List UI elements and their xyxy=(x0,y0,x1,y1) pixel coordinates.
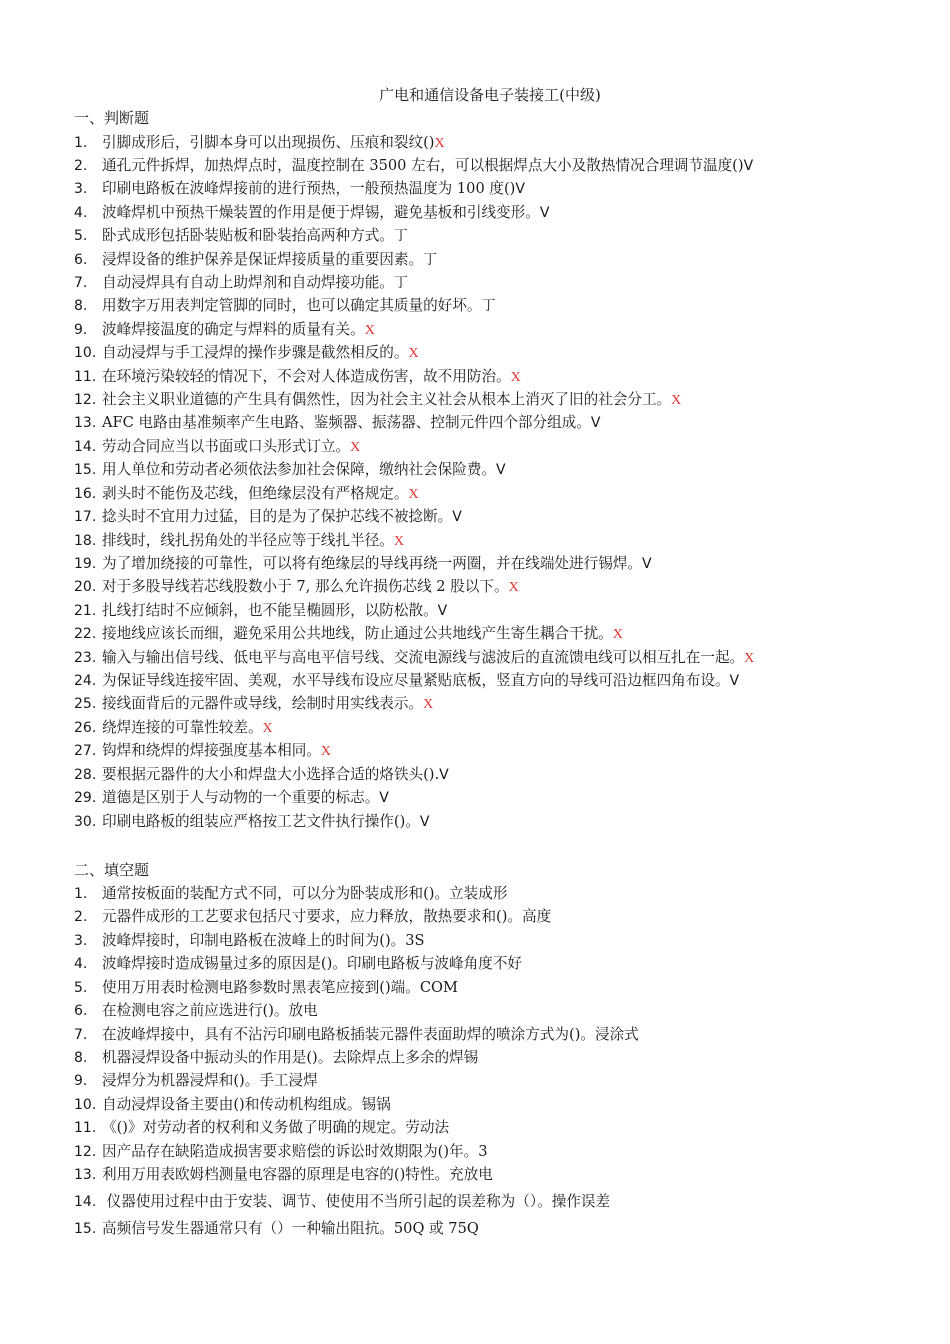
fill-blank-item xyxy=(74,978,458,998)
item-text: 机器浸焊设备中振动头的作用是()。去除焊点上多余的焊锡 xyxy=(102,1049,479,1066)
fill-blank-item xyxy=(74,1025,639,1045)
item-number: 10. xyxy=(74,345,97,361)
question-item xyxy=(74,765,449,785)
item-number: 3. xyxy=(74,181,88,197)
item-number: 10. xyxy=(74,1097,97,1113)
answer-true-mark: V xyxy=(590,415,601,431)
item-text: 波峰焊接时造成锡量过多的原因是()。印刷电路板与波峰角度不好 xyxy=(102,955,523,972)
fill-blank-item xyxy=(74,954,522,974)
item-text: 自动浸焊设备主要由()和传动机构组成。锡锅 xyxy=(102,1096,391,1113)
item-number: 9. xyxy=(74,1073,88,1089)
answer-false-mark: X xyxy=(434,136,445,151)
answer-true-mark: 丁 xyxy=(393,275,408,291)
item-number: 28. xyxy=(74,767,97,783)
question-item xyxy=(74,718,273,739)
question-item xyxy=(74,484,419,505)
question-item xyxy=(74,694,433,715)
item-number: 8. xyxy=(74,298,88,314)
answer-false-mark: X xyxy=(510,370,521,385)
item-text: 浸焊分为机器浸焊和()。手工浸焊 xyxy=(102,1072,318,1089)
fill-blank-item xyxy=(74,907,551,927)
question-item xyxy=(74,577,519,598)
answer-false-mark: X xyxy=(320,744,332,759)
item-number: 4. xyxy=(74,956,88,972)
answer-true-mark: V xyxy=(729,673,740,689)
item-number: 17. xyxy=(74,509,97,525)
item-number: 20. xyxy=(74,579,97,595)
answer-false-mark: X xyxy=(408,346,419,361)
item-text: 捻头时不宜用力过猛，目的是为了保护芯线不被捻断。 xyxy=(102,508,453,525)
fill-blank-item xyxy=(74,1071,318,1091)
answer-true-mark: V xyxy=(437,603,448,619)
item-text: 自动浸焊与手工浸焊的操作步骤是截然相反的。 xyxy=(102,344,409,361)
fill-blank-item xyxy=(74,1118,449,1138)
item-text: 在环境污染较轻的情况下，不会对人体造成伤害，故不用防治。 xyxy=(102,368,511,385)
item-number: 14. xyxy=(74,1194,97,1210)
question-item xyxy=(74,741,331,762)
item-number: 2. xyxy=(74,158,88,174)
question-item xyxy=(74,156,753,176)
item-number: 3. xyxy=(74,933,88,949)
question-item xyxy=(74,367,521,388)
item-number: 7. xyxy=(74,1027,88,1043)
answer-false-mark: X xyxy=(262,721,273,736)
item-number: 21. xyxy=(74,603,97,619)
question-item xyxy=(74,133,445,154)
section-heading-fill-blank: 二、填空题 xyxy=(74,861,150,879)
question-item xyxy=(74,413,600,433)
item-text: 引脚成形后，引脚本身可以出现损伤、压痕和裂纹() xyxy=(102,134,435,151)
answer-false-mark: X xyxy=(612,627,623,642)
item-text: 要根据元器件的大小和焊盘大小选择合适的烙铁头(). xyxy=(102,766,440,783)
item-text: 接线面背后的元器件或导线，绘制时用实线表示。 xyxy=(102,695,424,712)
fill-blank-item xyxy=(74,1142,488,1162)
answer-false-mark: X xyxy=(393,534,405,549)
item-number: 2. xyxy=(74,909,88,925)
item-text: 接地线应该长而细，避免采用公共地线，防止通过公共地线产生寄生耦合干扰。 xyxy=(102,625,613,642)
question-item xyxy=(74,343,419,364)
question-item xyxy=(74,296,495,316)
item-text: 印刷电路板在波峰焊接前的进行预热，一般预热温度为 100 度() xyxy=(102,180,516,197)
question-item xyxy=(74,320,375,341)
item-number: 27. xyxy=(74,743,97,759)
question-item xyxy=(74,812,429,832)
answer-false-mark: X xyxy=(744,651,755,666)
answer-false-mark: X xyxy=(408,487,419,502)
item-text: 社会主义职业道德的产生具有偶然性，因为社会主义社会从根本上消灭了旧的社会分工。 xyxy=(102,391,672,408)
item-text: 波峰焊接温度的确定与焊料的质量有关。 xyxy=(102,321,365,338)
fill-blank-item xyxy=(74,1001,318,1021)
item-text: 剥头时不能伤及芯线，但绝缘层没有严格规定。 xyxy=(102,485,409,502)
answer-false-mark: X xyxy=(350,440,361,455)
question-item xyxy=(74,179,525,199)
item-number: 1. xyxy=(74,135,88,151)
question-item xyxy=(74,671,739,691)
item-text: 扎线打结时不应倾斜，也不能呈椭圆形，以防松散。 xyxy=(102,602,438,619)
item-text: 绕焊连接的可靠性较差。 xyxy=(102,719,263,736)
item-text: 用数字万用表判定管脚的同时，也可以确定其质量的好坏。 xyxy=(102,297,482,314)
item-number: 5. xyxy=(74,980,88,996)
answer-true-mark: V xyxy=(539,205,550,221)
item-number: 12. xyxy=(74,392,97,408)
item-number: 18. xyxy=(74,533,97,549)
item-text: 钩焊和绕焊的焊接强度基本相同。 xyxy=(102,742,321,759)
document-title: 广电和通信设备电子装接工(中级) xyxy=(379,86,601,104)
item-number: 16. xyxy=(74,486,97,502)
answer-false-mark: X xyxy=(423,697,434,712)
item-number: 1. xyxy=(74,886,88,902)
item-text: 利用万用表欧姆档测量电容器的原理是电容的()特性。充放电 xyxy=(102,1166,493,1183)
section-heading-true-false: 一、判断题 xyxy=(74,109,150,127)
item-number: 24. xyxy=(74,673,97,689)
item-number: 23. xyxy=(74,650,97,666)
item-text: 输入与输出信号线、低电平与高电平信号线、交流电源线与滤波后的直流馈电线可以相互扎在一起。 xyxy=(102,649,745,666)
answer-true-mark: V xyxy=(379,790,389,806)
fill-blank-item xyxy=(74,1219,479,1239)
item-number: 7. xyxy=(74,275,88,291)
item-text: 为保证导线连接牢固、美观，水平导线布设应尽量紧贴底板，竖直方向的导线可沿边框四角布设。 xyxy=(102,672,730,689)
item-number: 15. xyxy=(74,1221,97,1237)
item-text: 仪器使用过程中由于安装、调节、使使用不当所引起的误差称为（）。操作误差 xyxy=(102,1193,611,1210)
item-number: 8. xyxy=(74,1050,88,1066)
fill-blank-item xyxy=(74,931,425,951)
answer-true-mark: V xyxy=(743,158,754,174)
item-text: AFC 电路由基准频率产生电路、鉴频器、振荡器、控制元件四个部分组成。 xyxy=(102,414,591,431)
question-item xyxy=(74,531,404,552)
item-number: 6. xyxy=(74,1003,88,1019)
item-number: 6. xyxy=(74,252,88,268)
answer-true-mark: V xyxy=(439,767,449,783)
question-item xyxy=(74,203,549,223)
item-text: 《()》对劳动者的权利和义务做了明确的规定。劳动法 xyxy=(102,1119,450,1136)
item-text: 通孔元件拆焊，加热焊点时，温度控制在 3500 左右，可以根据焊点大小及散热情况合理调节温度() xyxy=(102,157,744,174)
item-text: 元器件成形的工艺要求包括尺寸要求，应力释放，散热要求和()。高度 xyxy=(102,908,552,925)
item-number: 29. xyxy=(74,790,97,806)
question-item xyxy=(74,648,754,669)
fill-blank-item xyxy=(74,1165,493,1185)
question-item xyxy=(74,437,360,458)
answer-true-mark: V xyxy=(452,509,462,525)
item-text: 通常按板面的装配方式不同，可以分为卧装成形和()。立装成形 xyxy=(102,885,508,902)
question-item xyxy=(74,460,506,480)
question-item xyxy=(74,601,447,621)
item-text: 在检测电容之前应选进行()。放电 xyxy=(102,1002,318,1019)
item-number: 11. xyxy=(74,369,97,385)
item-number: 13. xyxy=(74,415,97,431)
question-item xyxy=(74,788,389,808)
question-item xyxy=(74,273,408,293)
item-number: 13. xyxy=(74,1167,97,1183)
item-number: 30. xyxy=(74,814,97,830)
item-text: 卧式成形包括卧装贴板和卧装抬高两种方式。 xyxy=(102,227,394,244)
question-item xyxy=(74,554,652,574)
item-text: 用人单位和劳动者必须依法参加社会保障，缴纳社会保险费。 xyxy=(102,461,497,478)
fill-blank-item xyxy=(74,1048,478,1068)
item-number: 12. xyxy=(74,1144,97,1160)
answer-true-mark: V xyxy=(641,556,652,572)
item-number: 15. xyxy=(74,462,97,478)
item-number: 9. xyxy=(74,322,88,338)
item-text: 波峰焊机中预热干燥装置的作用是便于焊锡，避免基板和引线变形。 xyxy=(102,204,540,221)
item-text: 高频信号发生器通常只有（）一种输出阻抗。50Q 或 75Q xyxy=(102,1220,479,1237)
question-item xyxy=(74,624,623,645)
answer-true-mark: 丁 xyxy=(481,298,496,314)
answer-false-mark: X xyxy=(508,580,519,595)
item-number: 22. xyxy=(74,626,97,642)
item-text: 对于多股导线若芯线股数小于 7, 那么允许损伤芯线 2 股以下。 xyxy=(102,578,509,595)
item-number: 26. xyxy=(74,720,97,736)
item-text: 波峰焊接时，印制电路板在波峰上的时间为()。3S xyxy=(102,932,425,949)
item-text: 为了增加绕接的可靠性，可以将有绝缘层的导线再绕一两圈，并在线端处进行锡焊。 xyxy=(102,555,642,572)
fill-blank-item xyxy=(74,1192,610,1212)
question-item xyxy=(74,226,408,246)
answer-true-mark: 丁 xyxy=(393,228,408,244)
item-text: 因产品存在缺陷造成损害要求赔偿的诉讼时效期限为()年。3 xyxy=(102,1143,488,1160)
answer-true-mark: V xyxy=(419,814,430,830)
answer-true-mark: V xyxy=(496,462,506,478)
item-text: 自动浸焊具有自动上助焊剂和自动焊接功能。 xyxy=(102,274,394,291)
item-number: 14. xyxy=(74,439,97,455)
answer-false-mark: X xyxy=(671,393,682,408)
fill-blank-item xyxy=(74,1095,391,1115)
item-number: 19. xyxy=(74,556,97,572)
answer-false-mark: X xyxy=(364,323,375,338)
fill-blank-item xyxy=(74,884,507,904)
question-item xyxy=(74,250,437,270)
item-text: 使用万用表时检测电路参数时黑表笔应接到()端。COM xyxy=(102,979,458,996)
item-text: 道德是区别于人与动物的一个重要的标志。 xyxy=(102,789,380,806)
item-number: 4. xyxy=(74,205,88,221)
question-item xyxy=(74,507,462,527)
item-number: 11. xyxy=(74,1120,97,1136)
item-text: 排线时，线扎拐角处的半径应等于线扎半径。 xyxy=(102,532,394,549)
item-text: 劳动合同应当以书面或口头形式订立。 xyxy=(102,438,351,455)
item-text: 在波峰焊接中，具有不沾污印刷电路板插装元器件表面助焊的喷涂方式为()。浸涂式 xyxy=(102,1026,639,1043)
item-number: 5. xyxy=(74,228,88,244)
answer-true-mark: V xyxy=(515,181,525,197)
item-text: 印刷电路板的组装应严格按工艺文件执行操作()。 xyxy=(102,813,420,830)
item-number: 25. xyxy=(74,696,97,712)
item-text: 浸焊设备的维护保养是保证焊接质量的重要因素。 xyxy=(102,251,424,268)
question-item xyxy=(74,390,681,411)
answer-true-mark: 丁 xyxy=(423,252,438,268)
